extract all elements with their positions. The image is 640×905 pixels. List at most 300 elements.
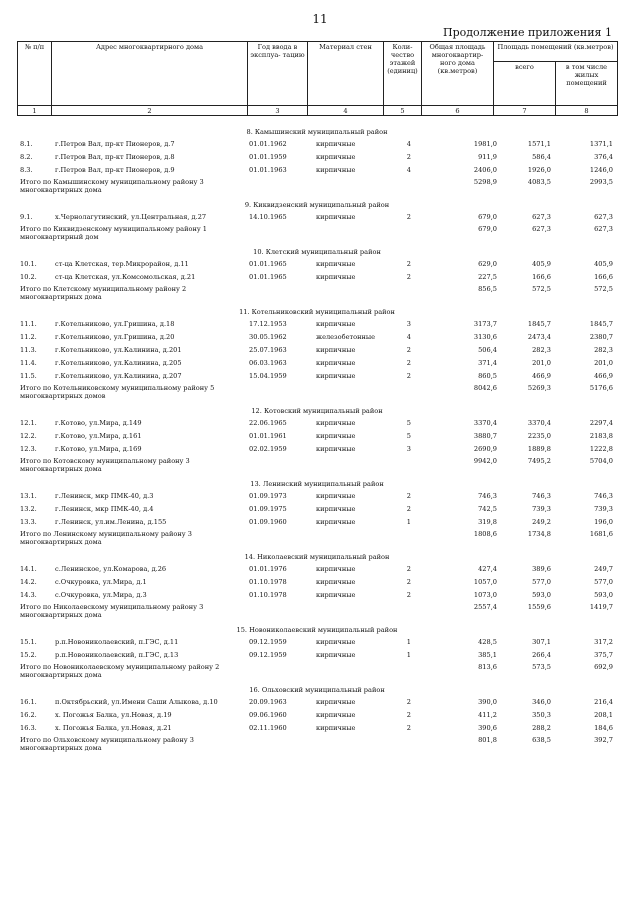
row-premises-all: 405,9 <box>532 260 551 268</box>
row-walls: кирпичные <box>316 724 356 732</box>
row-address: г.Ленинск, ул.им.Ленина, д.155 <box>55 518 167 526</box>
header-premises-area: Площадь помещений (кв.метров) <box>494 42 618 62</box>
row-premises-living: 216,4 <box>594 698 613 706</box>
row-floors: 2 <box>406 711 411 719</box>
section-total-row <box>17 224 617 246</box>
row-address: г.Петров Вал, пр-кт Пионеров, д.7 <box>55 140 175 148</box>
section-total-label: Итого по Ольховскому муниципальному району 3 многоквартирных дома <box>20 736 194 752</box>
row-walls: кирпичные <box>316 359 356 367</box>
header-year: Год ввода в эксплуа- тацию <box>248 42 308 106</box>
col-number: 6 <box>422 106 494 116</box>
section-total-row <box>17 529 617 551</box>
row-total-area: 2690,9 <box>473 445 497 453</box>
row-address: х. Погожья Балка, ул.Новая, д.19 <box>55 711 172 719</box>
row-year: 01.09.1973 <box>249 492 287 500</box>
row-year: 17.12.1953 <box>249 320 287 328</box>
premises-all-sum: 7495,2 <box>527 457 551 465</box>
table-row <box>17 589 617 602</box>
row-address: г.Котово, ул.Мира, д.169 <box>55 445 142 453</box>
section-title: 12. Котовский муниципальный район <box>251 407 383 415</box>
section-total-label: Итого по Клетскому муниципальному району 2 многоквартирных дома <box>20 285 187 301</box>
row-premises-all: 746,3 <box>532 492 551 500</box>
row-premises-living: 1246,0 <box>589 166 613 174</box>
row-premises-living: 1845,7 <box>589 320 613 328</box>
row-walls: кирпичные <box>316 273 356 281</box>
row-premises-all: 350,3 <box>532 711 551 719</box>
row-premises-all: 266,4 <box>532 651 551 659</box>
row-number: 8.3. <box>20 166 33 174</box>
row-address: р.п.Новониколаевский, п.ГЭС, д.11 <box>55 638 179 646</box>
row-premises-living: 2297,4 <box>589 419 613 427</box>
row-address: г.Котово, ул.Мира, д.149 <box>55 419 142 427</box>
total-area-sum: 5298,9 <box>473 178 497 186</box>
row-premises-all: 627,3 <box>532 213 551 221</box>
row-year: 01.01.1962 <box>249 140 287 148</box>
table-row <box>17 503 617 516</box>
table-row <box>17 576 617 589</box>
row-year: 09.12.1959 <box>249 638 287 646</box>
row-premises-all: 2473,4 <box>527 333 551 341</box>
row-address: с.Ленинское, ул.Комарова, д.26 <box>55 565 167 573</box>
row-floors: 2 <box>406 578 411 586</box>
row-number: 14.2. <box>20 578 37 586</box>
section-title: 11. Котельниковский муниципальный район <box>239 308 395 316</box>
table-header <box>17 41 618 116</box>
table-row <box>17 318 617 331</box>
row-premises-living: 196,0 <box>594 518 613 526</box>
row-floors: 2 <box>406 260 411 268</box>
row-number: 11.4. <box>20 359 37 367</box>
row-premises-living: 208,1 <box>594 711 613 719</box>
row-premises-all: 282,3 <box>532 346 551 354</box>
row-premises-all: 389,6 <box>532 565 551 573</box>
row-floors: 4 <box>406 333 411 341</box>
header-address: Адрес многоквартирного дома <box>52 42 248 106</box>
row-address: р.п.Новониколаевский, п.ГЭС, д.13 <box>55 651 179 659</box>
row-year: 02.11.1960 <box>249 724 287 732</box>
row-premises-all: 307,1 <box>532 638 551 646</box>
section-total-label: Итого по Котельниковскому муниципальному району 5 многоквартирных домов <box>20 384 215 400</box>
table-row <box>17 443 617 456</box>
row-number: 16.1. <box>20 698 37 706</box>
row-total-area: 1073,0 <box>473 591 497 599</box>
row-premises-all: 249,2 <box>532 518 551 526</box>
row-number: 8.1. <box>20 140 33 148</box>
row-premises-living: 593,0 <box>594 591 613 599</box>
row-premises-all: 593,0 <box>532 591 551 599</box>
row-floors: 3 <box>406 445 411 453</box>
row-year: 09.12.1959 <box>249 651 287 659</box>
row-total-area: 911,9 <box>478 153 497 161</box>
row-walls: железобетонные <box>316 333 376 341</box>
row-total-area: 742,5 <box>478 505 497 513</box>
row-premises-all: 1889,8 <box>527 445 551 453</box>
total-area-sum: 2557,4 <box>473 603 497 611</box>
premises-all-sum: 573,5 <box>532 663 551 671</box>
total-area-sum: 813,6 <box>478 663 497 671</box>
section-total-row <box>17 177 617 199</box>
row-year: 01.10.1978 <box>249 578 287 586</box>
row-floors: 2 <box>406 724 411 732</box>
row-total-area: 679,0 <box>478 213 497 221</box>
section-title: 15. Новониколаевский муниципальный район <box>236 626 398 634</box>
row-number: 13.1. <box>20 492 37 500</box>
section-total-row <box>17 456 617 478</box>
row-premises-all: 739,3 <box>532 505 551 513</box>
row-year: 06.03.1963 <box>249 359 287 367</box>
row-year: 30.05.1962 <box>249 333 287 341</box>
row-year: 01.01.1965 <box>249 273 287 281</box>
row-premises-all: 201,0 <box>532 359 551 367</box>
premises-all-sum: 1734,8 <box>527 530 551 538</box>
col-number: 4 <box>308 106 384 116</box>
section-title: 14. Николаевский муниципальный район <box>244 553 390 561</box>
table-row <box>17 490 617 503</box>
row-number: 8.2. <box>20 153 33 161</box>
section-title: 10. Клетский муниципальный район <box>253 248 381 256</box>
row-floors: 1 <box>406 638 411 646</box>
row-total-area: 227,5 <box>478 273 497 281</box>
row-total-area: 746,3 <box>478 492 497 500</box>
table-row <box>17 344 617 357</box>
row-number: 12.3. <box>20 445 37 453</box>
section-total-row <box>17 735 617 757</box>
row-floors: 2 <box>406 698 411 706</box>
table-row <box>17 636 617 649</box>
row-walls: кирпичные <box>316 372 356 380</box>
page-number: 11 <box>312 12 328 26</box>
section-title: 8. Камышинский муниципальный район <box>246 128 388 136</box>
row-year: 20.09.1963 <box>249 698 287 706</box>
row-premises-living: 1222,8 <box>589 445 613 453</box>
row-premises-living: 282,3 <box>594 346 613 354</box>
row-premises-all: 346,0 <box>532 698 551 706</box>
row-walls: кирпичные <box>316 505 356 513</box>
row-total-area: 860,5 <box>478 372 497 380</box>
row-floors: 2 <box>406 153 411 161</box>
row-number: 16.2. <box>20 711 37 719</box>
table-row <box>17 211 617 224</box>
section-total-label: Итого по Новониколаевскому муниципальному району 2 многоквартирных дома <box>20 663 220 679</box>
row-year: 02.02.1959 <box>249 445 287 453</box>
row-walls: кирпичные <box>316 445 356 453</box>
section-title: 13. Ленинский муниципальный район <box>250 480 384 488</box>
row-total-area: 506,4 <box>478 346 497 354</box>
col-number: 7 <box>494 106 556 116</box>
header-floors: Коли- чество этажей (единиц) <box>384 42 422 106</box>
row-floors: 4 <box>406 140 411 148</box>
premises-all-sum: 627,3 <box>532 225 551 233</box>
row-premises-living: 627,3 <box>594 213 613 221</box>
total-area-sum: 9942,0 <box>473 457 497 465</box>
row-number: 16.3. <box>20 724 37 732</box>
total-area-sum: 856,5 <box>478 285 497 293</box>
premises-all-sum: 5269,3 <box>527 384 551 392</box>
row-number: 9.1. <box>20 213 33 221</box>
row-address: х.Чернолагутинский, ул.Центральная, д.27 <box>55 213 207 221</box>
row-premises-all: 1926,0 <box>527 166 551 174</box>
premises-living-sum: 572,5 <box>594 285 613 293</box>
row-total-area: 3173,7 <box>473 320 497 328</box>
row-year: 01.01.1959 <box>249 153 287 161</box>
row-premises-living: 317,2 <box>594 638 613 646</box>
row-address: г.Петров Вал, пр-кт Пионеров, д.9 <box>55 166 175 174</box>
section-total-label: Итого по Киквидзенскому муниципальному району 1 многоквартирный дом <box>20 225 208 241</box>
row-total-area: 629,0 <box>478 260 497 268</box>
row-number: 12.2. <box>20 432 37 440</box>
row-total-area: 2406,0 <box>473 166 497 174</box>
row-address: с.Очкуровка, ул.Мира, д.1 <box>55 578 147 586</box>
row-floors: 5 <box>406 419 411 427</box>
row-premises-living: 201,0 <box>594 359 613 367</box>
row-year: 01.01.1961 <box>249 432 287 440</box>
row-walls: кирпичные <box>316 565 356 573</box>
row-total-area: 390,6 <box>478 724 497 732</box>
row-number: 11.5. <box>20 372 37 380</box>
row-year: 01.01.1963 <box>249 166 287 174</box>
table-row <box>17 563 617 576</box>
col-number: 1 <box>18 106 52 116</box>
row-premises-living: 375,7 <box>594 651 613 659</box>
row-floors: 2 <box>406 591 411 599</box>
row-walls: кирпичные <box>316 578 356 586</box>
row-address: г.Котельниково, ул.Калинина, д.207 <box>55 372 182 380</box>
row-total-area: 411,2 <box>478 711 497 719</box>
row-premises-all: 166,6 <box>532 273 551 281</box>
row-number: 11.1. <box>20 320 37 328</box>
row-address: ст-ца Клетская, тер.Микрорайон, д.11 <box>55 260 189 268</box>
row-premises-living: 577,0 <box>594 578 613 586</box>
row-premises-living: 1371,1 <box>589 140 613 148</box>
row-year: 09.06.1960 <box>249 711 287 719</box>
premises-all-sum: 638,5 <box>532 736 551 744</box>
row-number: 15.1. <box>20 638 37 646</box>
section-title: 16. Ольховский муниципальный район <box>249 686 385 694</box>
row-floors: 2 <box>406 505 411 513</box>
table-row <box>17 331 617 344</box>
section-title: 9. Киквидзенский муниципальный район <box>244 201 390 209</box>
row-year: 01.09.1960 <box>249 518 287 526</box>
row-year: 01.09.1975 <box>249 505 287 513</box>
row-number: 13.2. <box>20 505 37 513</box>
row-premises-living: 166,6 <box>594 273 613 281</box>
row-floors: 3 <box>406 320 411 328</box>
row-total-area: 1981,0 <box>473 140 497 148</box>
row-year: 14.10.1965 <box>249 213 287 221</box>
row-walls: кирпичные <box>316 492 356 500</box>
row-walls: кирпичные <box>316 419 356 427</box>
table-row <box>17 138 617 151</box>
premises-all-sum: 4083,5 <box>527 178 551 186</box>
row-total-area: 371,4 <box>478 359 497 367</box>
row-number: 10.1. <box>20 260 37 268</box>
header-premises-all: всего <box>494 62 556 106</box>
row-total-area: 427,4 <box>478 565 497 573</box>
row-walls: кирпичные <box>316 320 356 328</box>
row-walls: кирпичные <box>316 153 356 161</box>
premises-all-sum: 572,5 <box>532 285 551 293</box>
row-address: с.Очкуровка, ул.Мира, д.3 <box>55 591 147 599</box>
total-area-sum: 8042,6 <box>473 384 497 392</box>
row-premises-living: 466,9 <box>594 372 613 380</box>
row-walls: кирпичные <box>316 518 356 526</box>
row-premises-living: 405,9 <box>594 260 613 268</box>
row-number: 13.3. <box>20 518 37 526</box>
table-row <box>17 271 617 284</box>
table-row <box>17 709 617 722</box>
table-row <box>17 516 617 529</box>
table-row <box>17 722 617 735</box>
section-total-row <box>17 662 617 684</box>
row-number: 10.2. <box>20 273 37 281</box>
table-body <box>17 126 617 757</box>
row-year: 22.06.1965 <box>249 419 287 427</box>
row-premises-living: 2183,8 <box>589 432 613 440</box>
row-walls: кирпичные <box>316 591 356 599</box>
row-total-area: 385,1 <box>478 651 497 659</box>
row-address: ст-ца Клетская, ул.Комсомольская, д.21 <box>55 273 196 281</box>
row-address: г.Котельниково, ул.Калинина, д.205 <box>55 359 182 367</box>
row-premises-living: 184,6 <box>594 724 613 732</box>
row-premises-living: 249,7 <box>594 565 613 573</box>
header-no: № п/п <box>18 42 52 106</box>
header-total-area: Общая площадь многоквартир- ного дома (кв.метров) <box>422 42 494 106</box>
row-total-area: 319,8 <box>478 518 497 526</box>
row-premises-all: 586,4 <box>532 153 551 161</box>
row-premises-all: 577,0 <box>532 578 551 586</box>
section-total-row <box>17 602 617 624</box>
row-floors: 2 <box>406 346 411 354</box>
section-total-label: Итого по Котовскому муниципальному району 3 многоквартирных дома <box>20 457 190 473</box>
premises-living-sum: 1419,7 <box>589 603 613 611</box>
premises-living-sum: 1681,6 <box>589 530 613 538</box>
row-number: 12.1. <box>20 419 37 427</box>
row-year: 01.01.1976 <box>249 565 287 573</box>
section-total-label: Итого по Камышинскому муниципальному району 3 многоквартирных дома <box>20 178 204 194</box>
col-number: 3 <box>248 106 308 116</box>
premises-living-sum: 5704,0 <box>589 457 613 465</box>
continuation-title: Продолжение приложения 1 <box>443 26 612 39</box>
row-total-area: 3130,6 <box>473 333 497 341</box>
row-premises-all: 466,9 <box>532 372 551 380</box>
row-address: г.Петров Вал, пр-кт Пионеров, д.8 <box>55 153 175 161</box>
header-premises-living: в том числе жилых помещений <box>556 62 618 106</box>
table-row <box>17 430 617 443</box>
section-total-row <box>17 383 617 405</box>
row-total-area: 3880,7 <box>473 432 497 440</box>
row-walls: кирпичные <box>316 166 356 174</box>
total-area-sum: 801,8 <box>478 736 497 744</box>
row-year: 01.10.1978 <box>249 591 287 599</box>
header-walls: Материал стен <box>308 42 384 106</box>
row-address: п.Октябрьский, ул.Имени Саши Алыкова, д.10 <box>55 698 218 706</box>
table-row <box>17 417 617 430</box>
section-total-label: Итого по Николаевскому муниципальному району 3 многоквартирных дома <box>20 603 204 619</box>
row-floors: 2 <box>406 492 411 500</box>
table-row <box>17 357 617 370</box>
row-floors: 2 <box>406 359 411 367</box>
row-walls: кирпичные <box>316 260 356 268</box>
row-address: х. Погожья Балка, ул.Новая, д.21 <box>55 724 172 732</box>
section-total-label: Итого по Ленинскому муниципальному району 3 многоквартирных дома <box>20 530 192 546</box>
row-floors: 2 <box>406 213 411 221</box>
row-walls: кирпичные <box>316 432 356 440</box>
row-floors: 2 <box>406 372 411 380</box>
row-walls: кирпичные <box>316 213 356 221</box>
row-total-area: 1057,0 <box>473 578 497 586</box>
table-row <box>17 151 617 164</box>
row-address: г.Котельниково, ул.Гришина, д.18 <box>55 320 175 328</box>
table-row <box>17 649 617 662</box>
col-number: 2 <box>52 106 248 116</box>
row-year: 25.07.1963 <box>249 346 287 354</box>
row-number: 14.1. <box>20 565 37 573</box>
row-floors: 5 <box>406 432 411 440</box>
premises-living-sum: 627,3 <box>594 225 613 233</box>
row-premises-all: 288,2 <box>532 724 551 732</box>
col-number: 8 <box>556 106 618 116</box>
row-walls: кирпичные <box>316 346 356 354</box>
row-premises-all: 3370,4 <box>527 419 551 427</box>
row-floors: 4 <box>406 166 411 174</box>
row-year: 01.01.1965 <box>249 260 287 268</box>
row-total-area: 390,0 <box>478 698 497 706</box>
row-premises-living: 739,3 <box>594 505 613 513</box>
row-floors: 2 <box>406 273 411 281</box>
row-walls: кирпичные <box>316 711 356 719</box>
row-premises-all: 1845,7 <box>527 320 551 328</box>
row-floors: 1 <box>406 518 411 526</box>
row-premises-all: 2235,0 <box>527 432 551 440</box>
row-walls: кирпичные <box>316 638 356 646</box>
table-row <box>17 164 617 177</box>
row-total-area: 3370,4 <box>473 419 497 427</box>
row-walls: кирпичные <box>316 698 356 706</box>
col-number: 5 <box>384 106 422 116</box>
premises-living-sum: 2993,5 <box>589 178 613 186</box>
row-number: 15.2. <box>20 651 37 659</box>
row-floors: 1 <box>406 651 411 659</box>
row-year: 15.04.1959 <box>249 372 287 380</box>
premises-living-sum: 392,7 <box>594 736 613 744</box>
premises-all-sum: 1559,6 <box>527 603 551 611</box>
row-walls: кирпичные <box>316 140 356 148</box>
row-number: 11.3. <box>20 346 37 354</box>
premises-living-sum: 5176,6 <box>589 384 613 392</box>
row-walls: кирпичные <box>316 651 356 659</box>
row-number: 11.2. <box>20 333 37 341</box>
row-address: г.Ленинск, мкр ПМК-40, д.3 <box>55 492 154 500</box>
table-row <box>17 696 617 709</box>
row-premises-living: 376,4 <box>594 153 613 161</box>
row-address: г.Котельниково, ул.Гришина, д.20 <box>55 333 175 341</box>
section-total-row <box>17 284 617 306</box>
table-row <box>17 370 617 383</box>
row-address: г.Котово, ул.Мира, д.161 <box>55 432 142 440</box>
row-premises-living: 746,3 <box>594 492 613 500</box>
total-area-sum: 679,0 <box>478 225 497 233</box>
row-total-area: 428,5 <box>478 638 497 646</box>
row-premises-living: 2380,7 <box>589 333 613 341</box>
premises-living-sum: 692,9 <box>594 663 613 671</box>
row-premises-all: 1571,1 <box>527 140 551 148</box>
table-row <box>17 258 617 271</box>
row-address: г.Котельниково, ул.Калинина, д.201 <box>55 346 182 354</box>
row-floors: 2 <box>406 565 411 573</box>
total-area-sum: 1808,6 <box>473 530 497 538</box>
row-number: 14.3. <box>20 591 37 599</box>
row-address: г.Ленинск, мкр ПМК-40, д.4 <box>55 505 154 513</box>
